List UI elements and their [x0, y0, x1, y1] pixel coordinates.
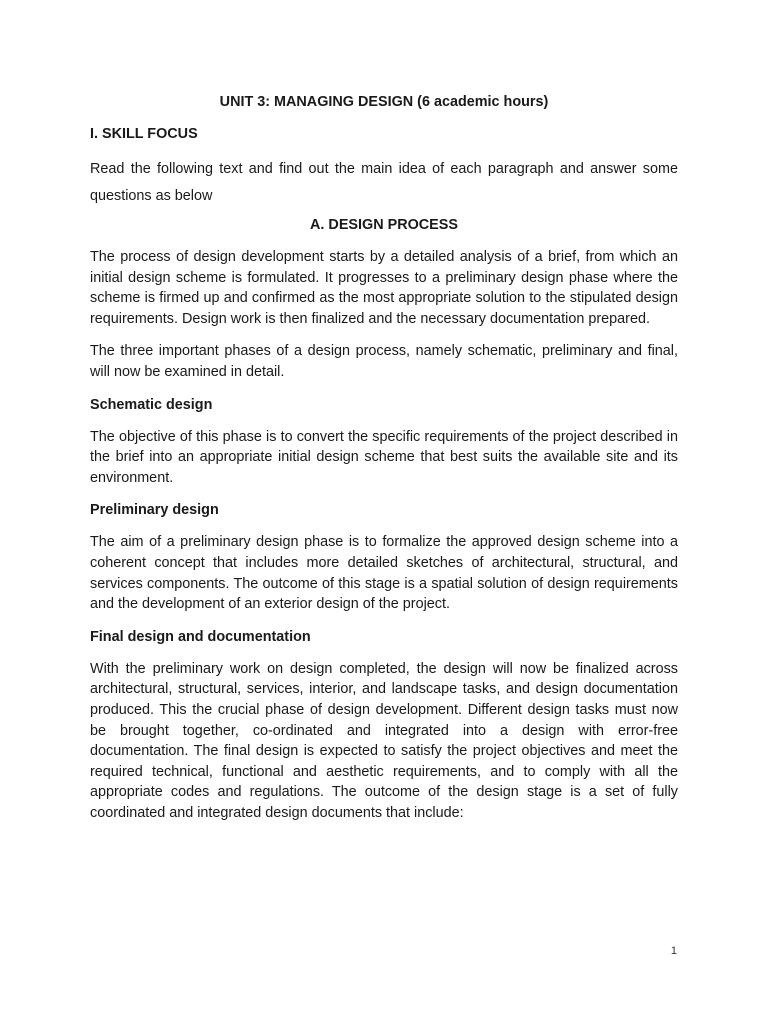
heading-preliminary-design: Preliminary design: [90, 502, 219, 519]
paragraph-final-design: With the preliminary work on design completed, the design will now be finalized across architectural, structural, services, interior, and landscape tasks, and design documentation produced. This the crucial phase of design development. Different design tasks must now be brought together, co-ordinated and integrated into a design with error-free documentation. The final design is expected to satisfy the project objectives and meet the required technical, functional and aesthetic requirements, and to comply with all the appropriate codes and regulations. The outcome of the design stage is a set of fully coordinated and integrated design documents that include:: [90, 660, 678, 821]
subsection-heading-design-process: A. DESIGN PROCESS: [310, 217, 458, 233]
intro-paragraph: Read the following text and find out the main idea of each paragraph and answer some questions as below: [90, 161, 678, 204]
document-page: [90, 92, 678, 835]
paragraph-preliminary-design: The aim of a preliminary design phase is to formalize the approved design scheme into a coherent concept that includes more detailed sketches of architectural, structural, and services components. The outcome of this stage is a spatial solution of design requirements and the development of an exterior design of the project.: [90, 534, 678, 613]
paragraph-three-phases: The three important phases of a design process, namely schematic, preliminary and final, will now be examined in detail.: [90, 343, 678, 380]
document-title: UNIT 3: MANAGING DESIGN (6 academic hours): [219, 94, 549, 110]
heading-final-design: Final design and documentation: [90, 628, 311, 645]
paragraph-design-development: The process of design development starts by a detailed analysis of a brief, from which an initial design scheme is formulated. It progresses to a preliminary design phase where the scheme is firmed up and confirmed as the most appropriate solution to the stipulated design requirements. Design work is then finalized and the necessary documentation prepared.: [90, 249, 678, 327]
page-number: 1: [670, 945, 677, 957]
heading-schematic-design: Schematic design: [90, 396, 213, 413]
paragraph-schematic-design: The objective of this phase is to convert the specific requirements of the project described in the brief into an appropriate initial design scheme that best suits the available site and its environment.: [90, 428, 678, 486]
section-heading-skill-focus: I. SKILL FOCUS: [90, 126, 198, 142]
